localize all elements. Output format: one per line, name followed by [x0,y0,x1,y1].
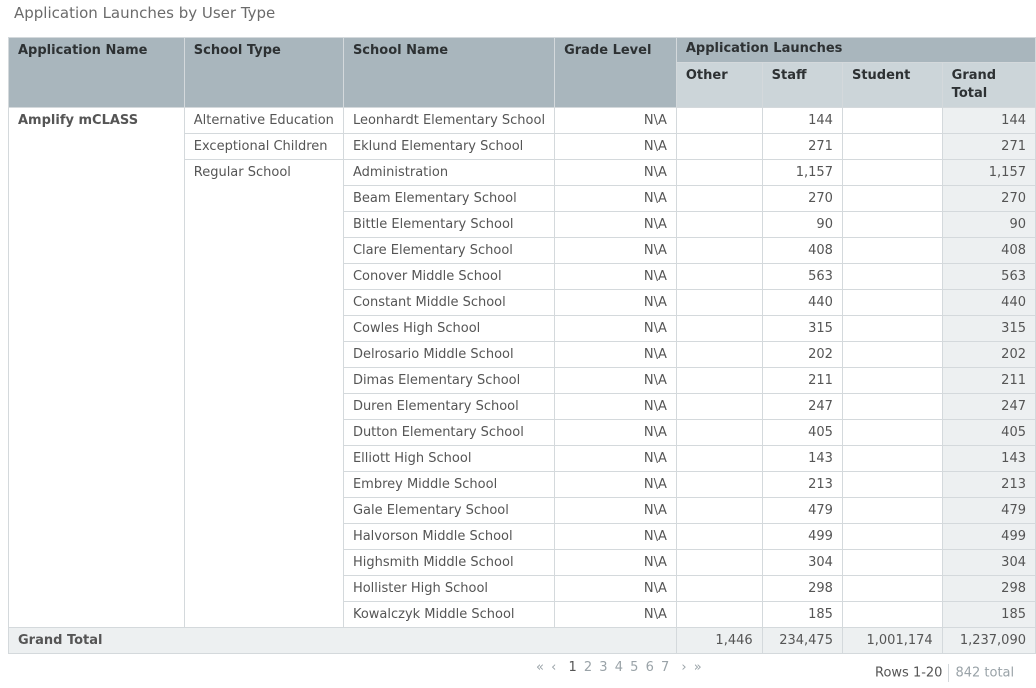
cell-student [842,446,942,472]
cell-staff: 408 [762,238,842,264]
cell-grade-level: N\A [555,602,677,628]
cell-student [842,238,942,264]
cell-school-name: Elliott High School [343,446,554,472]
cell-school-name: Administration [343,160,554,186]
cell-staff: 499 [762,524,842,550]
cell-other [676,420,762,446]
cell-grand-total: 298 [942,576,1035,602]
cell-other [676,212,762,238]
cell-staff: 185 [762,602,842,628]
grand-total-other: 1,446 [676,628,762,654]
cell-school-name: Gale Elementary School [343,498,554,524]
cell-grade-level: N\A [555,160,677,186]
page-2-link[interactable]: 2 [583,660,593,675]
cell-staff: 315 [762,316,842,342]
cell-grand-total: 270 [942,186,1035,212]
table-row [9,108,1036,134]
cell-student [842,186,942,212]
cell-grand-total: 143 [942,446,1035,472]
rows-total: 842 total [955,665,1015,681]
cell-grade-level: N\A [555,550,677,576]
cell-other [676,108,762,134]
cell-school-name: Constant Middle School [343,290,554,316]
cell-grade-level: N\A [555,264,677,290]
cell-student [842,472,942,498]
page-1-link[interactable]: 1 [568,660,577,675]
cell-grand-total: 271 [942,134,1035,160]
cell-other [676,602,762,628]
cell-grade-level: N\A [555,420,677,446]
grand-total-student: 1,001,174 [842,628,942,654]
cell-grade-level: N\A [555,446,677,472]
cell-grade-level: N\A [555,342,677,368]
cell-grade-level: N\A [555,212,677,238]
report-title: Application Launches by User Type [14,4,276,22]
cell-other [676,472,762,498]
cell-school-name: Delrosario Middle School [343,342,554,368]
cell-grand-total: 408 [942,238,1035,264]
cell-other [676,550,762,576]
cell-application-name: Amplify mCLASS [9,108,185,628]
header-other[interactable]: Other [676,63,762,108]
cell-staff: 202 [762,342,842,368]
cell-student [842,160,942,186]
cell-grand-total: 563 [942,264,1035,290]
rows-info [875,664,1014,682]
cell-other [676,264,762,290]
cell-other [676,524,762,550]
cell-staff: 563 [762,264,842,290]
cell-grade-level: N\A [555,498,677,524]
header-grand-total[interactable]: Grand Total [942,63,1035,108]
cell-grade-level: N\A [555,472,677,498]
cell-school-name: Conover Middle School [343,264,554,290]
cell-grade-level: N\A [555,108,677,134]
cell-grade-level: N\A [555,290,677,316]
cell-school-name: Duren Elementary School [343,394,554,420]
cell-school-name: Clare Elementary School [343,238,554,264]
cell-staff: 1,157 [762,160,842,186]
cell-school-name: Kowalczyk Middle School [343,602,554,628]
cell-other [676,290,762,316]
cell-staff: 304 [762,550,842,576]
cell-student [842,212,942,238]
cell-school-type: Alternative Education [184,108,343,134]
cell-school-name: Dutton Elementary School [343,420,554,446]
rows-divider [948,664,949,682]
cell-staff: 405 [762,420,842,446]
cell-grade-level: N\A [555,316,677,342]
cell-student [842,576,942,602]
cell-grand-total: 202 [942,342,1035,368]
cell-student [842,602,942,628]
cell-school-name: Dimas Elementary School [343,368,554,394]
cell-staff: 144 [762,108,842,134]
grand-total-label: Grand Total [9,628,677,654]
cell-other [676,394,762,420]
cell-student [842,134,942,160]
cell-staff: 271 [762,134,842,160]
cell-staff: 479 [762,498,842,524]
grand-total-staff: 234,475 [762,628,842,654]
cell-grand-total: 1,157 [942,160,1035,186]
cell-other [676,238,762,264]
cell-other [676,160,762,186]
cell-student [842,264,942,290]
cell-student [842,290,942,316]
prev-page-button[interactable]: ‹ [551,660,557,675]
cell-grade-level: N\A [555,134,677,160]
cell-other [676,186,762,212]
header-grade-level[interactable]: Grade Level [555,38,677,108]
cell-other [676,576,762,602]
cell-grade-level: N\A [555,238,677,264]
cell-school-name: Embrey Middle School [343,472,554,498]
cell-other [676,446,762,472]
page-3-link[interactable]: 3 [599,660,608,675]
cell-grand-total: 479 [942,498,1035,524]
cell-staff: 247 [762,394,842,420]
header-student[interactable]: Student [842,63,942,108]
cell-staff: 270 [762,186,842,212]
grand-total-row [9,628,1036,654]
header-application-name[interactable]: Application Name [9,38,185,108]
cell-grand-total: 315 [942,316,1035,342]
page-5-link[interactable]: 5 [630,660,639,675]
cell-grade-level: N\A [555,186,677,212]
pivot-table [8,37,1036,654]
cell-grand-total: 185 [942,602,1035,628]
cell-grand-total: 247 [942,394,1035,420]
header-school-type[interactable]: School Type [184,38,343,108]
cell-school-name: Beam Elementary School [343,186,554,212]
cell-grade-level: N\A [555,368,677,394]
page-6-link[interactable]: 6 [645,660,654,675]
pagination [536,660,705,675]
cell-grand-total: 304 [942,550,1035,576]
cell-grand-total: 213 [942,472,1035,498]
cell-grand-total: 499 [942,524,1035,550]
cell-student [842,498,942,524]
cell-grade-level: N\A [555,576,677,602]
cell-staff: 211 [762,368,842,394]
cell-student [842,420,942,446]
cell-student [842,342,942,368]
next-page-button[interactable]: › [681,660,687,675]
cell-school-name: Hollister High School [343,576,554,602]
cell-grand-total: 90 [942,212,1035,238]
cell-grand-total: 211 [942,368,1035,394]
cell-school-name: Highsmith Middle School [343,550,554,576]
page-4-link[interactable]: 4 [614,660,623,675]
cell-school-name: Leonhardt Elementary School [343,108,554,134]
cell-school-type: Exceptional Children [184,134,343,160]
cell-other [676,342,762,368]
cell-grand-total: 405 [942,420,1035,446]
cell-school-name: Halvorson Middle School [343,524,554,550]
cell-grand-total: 144 [942,108,1035,134]
cell-school-type: Regular School [184,160,343,628]
page-7-link[interactable]: 7 [660,660,670,675]
cell-student [842,394,942,420]
cell-grade-level: N\A [555,524,677,550]
cell-staff: 213 [762,472,842,498]
first-page-button[interactable]: « [536,660,544,675]
cell-staff: 143 [762,446,842,472]
cell-grand-total: 440 [942,290,1035,316]
cell-staff: 90 [762,212,842,238]
cell-school-name: Bittle Elementary School [343,212,554,238]
last-page-button[interactable]: » [693,660,702,675]
cell-student [842,316,942,342]
header-staff[interactable]: Staff [762,63,842,108]
cell-student [842,550,942,576]
cell-student [842,368,942,394]
rows-range: Rows 1-20 [875,665,943,681]
cell-other [676,368,762,394]
cell-student [842,108,942,134]
cell-school-name: Eklund Elementary School [343,134,554,160]
cell-school-name: Cowles High School [343,316,554,342]
header-school-name[interactable]: School Name [343,38,554,108]
grand-total-total: 1,237,090 [942,628,1035,654]
cell-other [676,498,762,524]
cell-other [676,134,762,160]
cell-staff: 440 [762,290,842,316]
cell-grade-level: N\A [555,394,677,420]
cell-student [842,524,942,550]
cell-staff: 298 [762,576,842,602]
cell-other [676,316,762,342]
header-application-launches: Application Launches [676,38,1035,63]
